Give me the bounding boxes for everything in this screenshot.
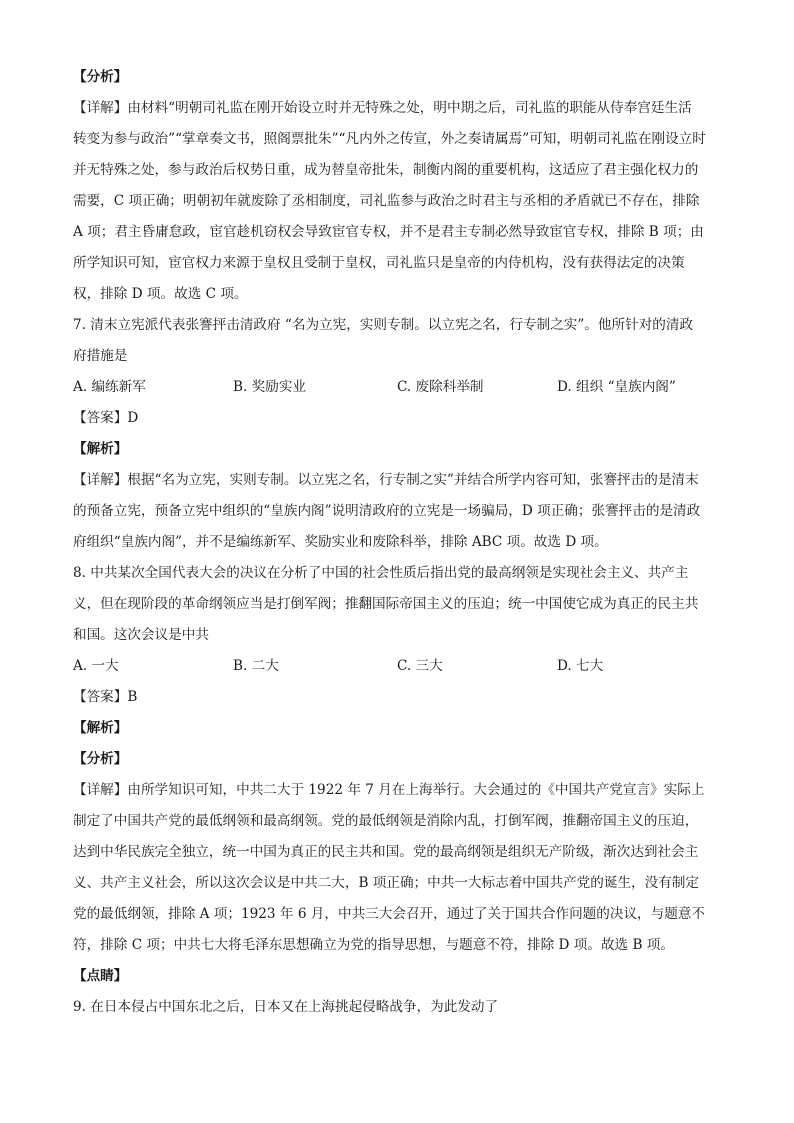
text-line: 府措施是 <box>73 348 128 364</box>
text-line: 权，排除 D 项。故选 C 项。 <box>73 286 248 302</box>
text-line: 所学知识可知，宦官权力来源于皇权且受制于皇权，司礼监只是皇帝的内侍机构，没有获得法定的决策 <box>73 255 685 271</box>
option-c: C. 废除科举制 <box>397 379 484 395</box>
text-line: 8. 中共某次全国代表大会的决议在分析了中国的社会性质后指出党的最高纲领是实现社会主义、共产主 <box>73 565 689 581</box>
section-heading: 【分析】 <box>73 751 128 767</box>
text-line: 和国。这次会议是中共 <box>73 627 209 643</box>
text-line: 【答案】D <box>73 410 139 426</box>
option-a: A. 一大 <box>73 658 119 674</box>
text-line: A 项；君主昏庸怠政，宦官趁机窃权会导致宦官专权，并不是君主专制必然导致宦官专权，排除 B 项；由 <box>73 224 704 240</box>
option-c: C. 三大 <box>397 658 443 674</box>
text-line: 义，但在现阶段的革命纲领应当是打倒军阀；推翻国际帝国主义的压迫；统一中国使它成为真正的民主共 <box>73 596 699 612</box>
text-line: 府组织“皇族内阁”，并不是编练新军、奖励实业和废除科举，排除 ABC 项。故选 D 项。 <box>73 534 608 550</box>
document-body <box>73 62 723 1023</box>
option-d: D. 七大 <box>557 658 604 674</box>
option-b: B. 奖励实业 <box>233 379 307 395</box>
option-b: B. 二大 <box>233 658 279 674</box>
text-line: 转变为参与政治”“掌章奏文书，照阁票批朱”“凡内外之传宣，外之奏请属焉”可知，明朝司礼监在刚设立时 <box>73 131 706 147</box>
text-line: 7. 清末立宪派代表张謇抨击清政府 “名为立宪，实则专制。以立宪之名，行专制之实”。他所针对的清政 <box>73 317 694 333</box>
section-heading: 【分析】 <box>73 69 128 85</box>
section-heading: 【解析】 <box>73 720 128 736</box>
text-line: 【答案】B <box>73 689 138 705</box>
text-line: 制定了中国共产党的最低纲领和最高纲领。党的最低纲领是消除内乱，打倒军阀，推翻帝国主义的压迫， <box>73 813 699 829</box>
text-line: 的预备立宪，预备立宪中组织的“皇族内阁”说明清政府的立宪是一场骗局，D 项正确；张謇抨击的是清政 <box>73 503 701 519</box>
text-line: 并无特殊之处，参与政治后权势日重，成为替皇帝批朱，制衡内阁的重要机构，这适应了君主强化权力的 <box>73 162 699 178</box>
text-line: 【详解】由所学知识可知，中共二大于 1922 年 7 月在上海举行。大会通过的《中国共产党宣言》实际上 <box>73 782 705 798</box>
option-d: D. 组织 “皇族内阁” <box>557 379 676 395</box>
text-line: 党的最低纲领，排除 A 项；1923 年 6 月，中共三大会召开，通过了关于国共合作问题的决议，与题意不 <box>73 906 706 922</box>
text-line: 【详解】由材料“明朝司礼监在刚开始设立时并无特殊之处，明中期之后，司礼监的职能从侍奉宫廷生活 <box>73 100 692 116</box>
text-line: 需要，C 项正确；明朝初年就废除了丞相制度，司礼监参与政治之时君主与丞相的矛盾就已不存在，排除 <box>73 193 700 209</box>
text-line: 义、共产主义社会，所以这次会议是中共二大，B 项正确；中共一大标志着中国共产党的诞生，没有制定 <box>73 875 700 891</box>
text-line: 符，排除 C 项；中共七大将毛泽东思想确立为党的指导思想，与题意不符，排除 D 项。故选 B 项。 <box>73 937 674 953</box>
section-heading: 【点睛】 <box>73 968 128 984</box>
answer-options <box>73 372 723 403</box>
text-line: 9. 在日本侵占中国东北之后，日本又在上海挑起侵略战争，为此发动了 <box>73 999 499 1015</box>
option-a: A. 编练新军 <box>73 379 146 395</box>
text-line: 达到中华民族完全独立，统一中国为真正的民主共和国。党的最高纲领是组织无产阶级，渐次达到社会主 <box>73 844 699 860</box>
text-line: 【详解】根据“名为立宪，实则专制。以立宪之名，行专制之实”并结合所学内容可知，张謇抨击的是清末 <box>73 472 699 488</box>
answer-options <box>73 651 723 682</box>
section-heading: 【解析】 <box>73 441 128 457</box>
